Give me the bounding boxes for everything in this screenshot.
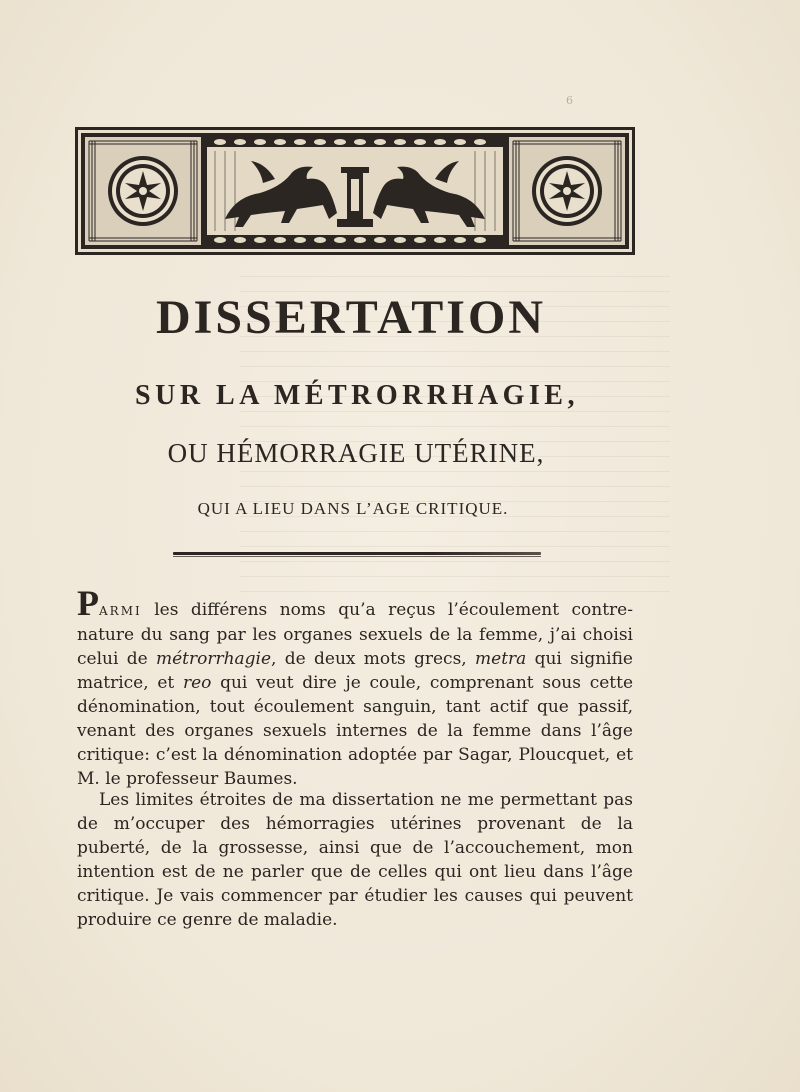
term-metra: metra [475,649,527,669]
paragraph-2: Les limites étroites de ma dissertation ne me permettant pas de m’occuper des hémorragies utérines provenant de la puberté, de la grossesse, ainsi que de l’accouchement, mon intention est de ne parler que de celles qui ont lieu dans l’âge critique. Je vais commencer par étudier les causes qui peuvent produire ce genre de maladie. [77,790,633,930]
drop-cap: P [77,583,99,623]
griffin-frieze [207,137,503,245]
paragraph-1-text-b: , de deux mots grecs, [271,649,476,669]
subtitle-line-3: QUI A LIEU DANS L’AGE CRITIQUE. [197,499,509,518]
ornamental-headpiece-icon [75,127,635,255]
paragraph-1-text-c: qui signifie matrice, et [77,649,633,693]
left-medallion-panel [85,137,201,245]
term-reo: reo [182,673,212,693]
divider-rule [173,552,541,555]
page-title: DISSERTATION [156,291,546,344]
small-caps-lead: ARMI [99,604,142,618]
paragraph-1 [77,583,633,791]
right-medallion-panel [509,137,625,245]
paragraph-1-text-a: les différens noms qu’a reçus l’écoulement contre-nature du sang par les organes sexuels de la femme, j’ai choisi celui de [77,600,633,669]
subtitle-line-1: SUR LA MÉTRORRHAGIE, [135,380,579,411]
divider-rule-thin [173,556,541,557]
subtitle-line-2: OU HÉMORRAGIE UTÉRINE, [167,438,545,468]
page-mark: 6 [566,94,573,107]
paragraph-1-text-d: qui veut dire je coule, comprenant sous cette dénomination, tout écoulement sanguin, tant actif que passif, venant des organes sexuels internes de la femme dans l’âge critique: c’est la dénomination adoptée par Sagar, Ploucquet, et M. le professeur Baumes. [77,673,633,789]
term-metrorrhagie: métrorrhagie [155,649,272,669]
